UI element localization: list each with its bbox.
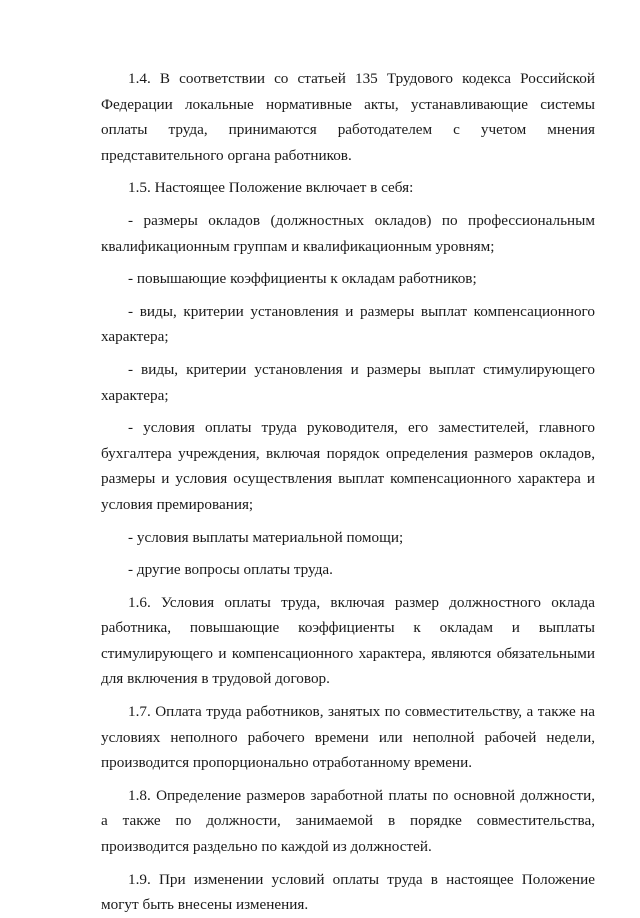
- list-item-coefficients: - повышающие коэффициенты к окладам работников;: [128, 270, 477, 288]
- document-page: [101, 66, 595, 918]
- paragraph-1-8: 1.8. Определение размеров заработной платы по основной должности, а также по должности, занимаемой в порядке совместительства, производится раздельно по каждой из должностей.: [101, 786, 595, 856]
- paragraph-1-6: 1.6. Условия оплаты труда, включая размер должностного оклада работника, повышающие коэффициенты к окладам и выплаты стимулирующего и компенсационного характера, являются обязательными для включения в трудовой договор.: [101, 593, 595, 688]
- list-item-compensation: - виды, критерии установления и размеры выплат компенсационного характера;: [101, 302, 595, 346]
- list-item-management-pay: - условия оплаты труда руководителя, его заместителей, главного бухгалтера учреждения, включая порядок определения размеров окладов, размеры и условия осуществления выплат компенсационного характера и условия премирования;: [101, 419, 595, 513]
- paragraph-1-9: 1.9. При изменении условий оплаты труда в настоящее Положение могут быть внесены изменения.: [101, 870, 595, 914]
- paragraph-1-7: 1.7. Оплата труда работников, занятых по совместительству, а также на условиях неполного рабочего времени или неполной рабочей недели, производится пропорционально отработанному времени.: [101, 703, 595, 772]
- list-item-salaries: - размеры окладов (должностных окладов) по профессиональным квалификационным группам и квалификационным уровням;: [101, 211, 595, 255]
- list-item-incentive: - виды, критерии установления и размеры выплат стимулирующего характера;: [101, 360, 595, 404]
- list-item-material-aid: - условия выплаты материальной помощи;: [128, 528, 404, 546]
- paragraph-1-4: 1.4. В соответствии со статьей 135 Трудового кодекса Российской Федерации локальные нормативные акты, устанавливающие системы оплаты труда, принимаются работодателем с учетом мнения представительного органа работников.: [101, 70, 595, 164]
- paragraph-1-5: 1.5. Настоящее Положение включает в себя:: [128, 179, 414, 197]
- list-item-other: - другие вопросы оплаты труда.: [128, 561, 333, 579]
